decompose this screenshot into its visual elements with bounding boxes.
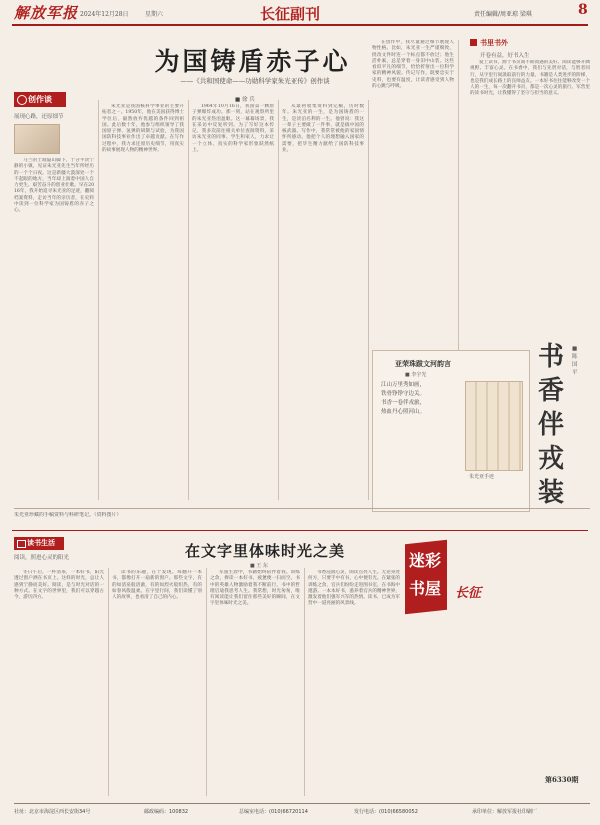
newspaper-logo: 解放军报	[14, 4, 79, 22]
issue-number: 第6330期	[545, 775, 579, 784]
column-label: 创作谈	[14, 92, 66, 107]
bottom-body-col-2	[112, 570, 202, 795]
footer-phone-editorial: 总编室电话：(010)66720114	[239, 809, 308, 815]
footer	[14, 808, 590, 818]
bottom-column-label: 读书生活	[14, 537, 64, 550]
poem-box	[372, 350, 530, 512]
poem-line: 书香一卷伴戎旅，	[381, 400, 426, 406]
bottom-paragraph: 军旅生涯中，书籍始终陪伴着我。训练之余，捧读一本好书，疲惫便一扫而空。书中的英雄人物激励着我不断前行，书中的哲理启迪我思考人生。我常想，时光匆匆，唯有阅读能让我们留住那些美好的瞬间，在文字里体味时光之美。	[210, 570, 300, 607]
main-paragraph: 在创作中，我尽量通过细节展现人物性格。比如，朱光亚一生严谨细致，批改文件时连一个标点都不放过；他生活朴素，总是穿着一身旧中山装。这些看似平凡的细节，恰恰折射出一位科学家的精神风貌。传记写作，既要忠实于史料，也要有温度，让读者感受到人物的心跳与呼吸。	[372, 40, 454, 90]
bottom-article-author: ■ 王 东	[250, 563, 268, 569]
book-column-label: 书里书外	[470, 38, 508, 48]
vertical-title: 书香伴戎装	[537, 342, 564, 508]
bottom-paragraph: 读书的乐趣，在于发现。每翻开一本书，都像打开一扇新的窗户。那些文字，有的如清泉般清澈，有的如烈火般炽热，有的如春风般温柔。在字里行间，我们读懂了别人的故事，也看清了自己的内心。	[112, 570, 202, 601]
editor-credit: 责任编辑/周亚琼 梁琪	[474, 11, 532, 18]
issue-date: 2024年12月28日	[80, 11, 129, 18]
column-label-block	[14, 92, 94, 150]
main-article-subtitle: ——《共和国使命——功勋科学家朱光亚传》创作谈	[180, 77, 330, 85]
column-label-subtitle: 展现心路，还原细节	[14, 114, 64, 120]
main-article-author: ■ 徐 兵	[235, 97, 255, 103]
section-title: 长征副刊	[260, 5, 321, 23]
pen-icon	[17, 95, 27, 105]
page-number: 8	[578, 2, 588, 18]
footer-postcode: 邮政编码：100832	[144, 809, 189, 815]
promo-line-1: 迷彩	[409, 551, 442, 570]
footer-address: 社址：北京市海淀区西长安街34号	[14, 809, 91, 815]
main-paragraph: 1964年10月16日，我国第一颗原子弹爆炸成功。那一刻，站在观察所里的朱光亚热泪盈眶。这一幕幕场景，我在采访中反复听到。为了写好这本传记，我多次前往相关单位查阅资料，采访朱光亚的同事、学生和家人，力求让一个立体、真实的科学家形象跃然纸上。	[192, 104, 274, 154]
bottom-column-subtitle: 阅读，照进心灵的阳光	[14, 555, 70, 561]
section-divider	[12, 530, 588, 531]
promo-line-2: 书屋	[409, 579, 442, 598]
bottom-body-col-3	[210, 570, 300, 795]
bottom-paragraph: 冬日午后，一杯清茶，一本好书，阳光透过窗户洒在书页上。这样的时光，总让人感到宁静而美好。阅读，是与时光对话的一种方式。在文字的世界里，我们可以穿越古今，游历四方。	[14, 570, 104, 601]
main-body-col-4	[282, 104, 364, 504]
main-paragraph: 朱光亚是我国核科学事业的主要开拓者之一。1950年，他在美国获得博士学位后，毅然放弃优越的条件回到祖国。此后数十年，他参与组织领导了我国原子弹、氢弹的研制与试验，为我国国防科技事业作出了卓越贡献。在写作过程中，我力求还原历史细节，用真实的故事展现人物的精神世界。	[102, 104, 184, 154]
poem-line: 江山万里秀如画，	[381, 382, 426, 388]
footer-printer: 承印单位：解放军报社印刷厂	[472, 809, 538, 815]
bottom-column-label-block	[14, 537, 134, 563]
main-paragraph: 马兰的土坡隐山脚下，十分平淡宁静的小镇，见证朱光亚先生当年所经历的一个个日夜。这是新疆大漠深处一个不起眼的地方，当年却上演着中国人自力更生、艰苦奋斗的创业壮歌。早在2016年，我开始追寻朱光亚的足迹，翻阅档案资料，走访当年的亲历者，在史料中读到一位科学家为国铸盾的赤子之心。	[14, 158, 94, 214]
square-bullet-icon	[470, 39, 477, 46]
poem-author: ■ 李宇光	[405, 372, 427, 378]
issue-weekday: 星期六	[145, 11, 164, 18]
poem-line: 热血丹心照河山。	[381, 409, 426, 415]
promo-brand: 长征	[455, 586, 482, 601]
footer-phone-distribution: 发行电话：(010)66580052	[354, 809, 418, 815]
side-text: 书香浸润心灵，阅读点亮人生。无论身处何方，只要手中有书，心中便有光。在紧张的训练之余，官兵们纷纷走进图书室，在书海中遨游。一本本好书，滋养着官兵的精神世界，激发着他们强军兴军的热情。读书，已成为军营中一道亮丽的风景线。	[308, 570, 400, 607]
poem-line: 铁骨铮铮守边关。	[381, 391, 426, 397]
photo-caption: 朱光亚珍藏的手稿资料与科研笔记。（资料图片）	[14, 512, 122, 518]
book-cover-illustration	[14, 124, 60, 154]
main-body-col-2	[102, 104, 184, 504]
main-body-col-1	[14, 158, 94, 503]
book-icon	[17, 540, 26, 548]
calligraphy-caption: 朱光亚手迹	[469, 474, 495, 480]
poem-lines	[381, 381, 461, 417]
main-article-title: 为国铸盾赤子心	[154, 47, 351, 76]
right-bottom-text	[498, 540, 590, 770]
poem-title: 亚荣珠跋文河韵言	[395, 359, 451, 368]
bottom-body-col-1	[14, 570, 104, 795]
main-body-col-3	[192, 104, 274, 504]
book-column-text: 爱上读书，源于书页间不期而遇的美好。阅读能够开阔视野、丰富心灵。在书香中，我们与先贤对话，与智者同行，从字里行间汲取前行的力量。书籍是人类进步的阶梯，也是我们成长路上的良师益友。一本好书往往能够改变一个人的一生，每一次翻开书页，都是一次心灵的旅行。军营里的读书时光，让我懂得了坚守与担当的意义。	[470, 60, 590, 97]
bottom-article-title: 在文字里体味时光之美	[184, 542, 345, 560]
calligraphy-image	[465, 381, 523, 471]
vertical-title-author: ■ 陈 国 平	[572, 346, 578, 376]
promo-block	[405, 538, 495, 618]
masthead-rule	[12, 24, 588, 26]
main-paragraph: 从最初收集资料到完稿，历时数年。朱光亚的一生，是为国铸盾的一生，是淡泊名利的一生。他曾说：我这一辈子主要做了一件事，就是搞中国的核武器。写作中，我常常被他的家国情怀所感动。他把个人的理想融入国家的需要，把毕生精力献给了国防科技事业。	[282, 104, 364, 154]
book-column-title: 开卷有益，好书入生	[480, 53, 530, 59]
